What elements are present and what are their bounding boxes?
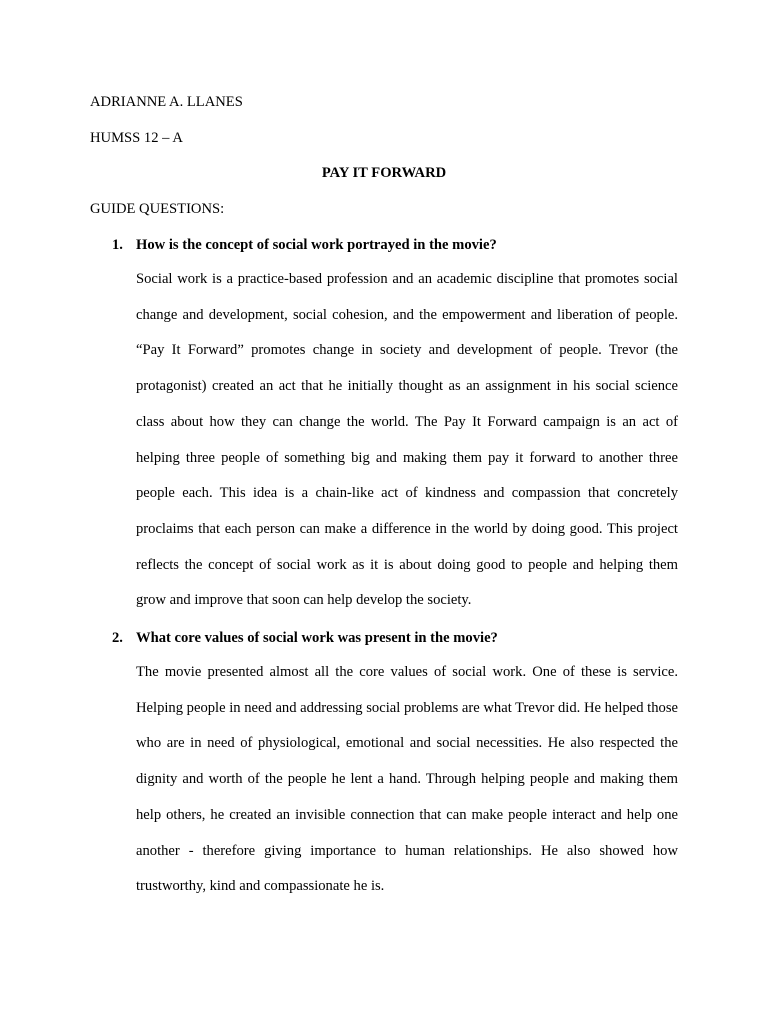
question-2-number: 2. bbox=[112, 630, 123, 646]
guide-questions-label: GUIDE QUESTIONS: bbox=[90, 201, 225, 217]
student-name: ADRIANNE A. LLANES bbox=[90, 94, 243, 110]
question-1-number: 1. bbox=[112, 237, 123, 253]
document-title: PAY IT FORWARD bbox=[321, 165, 447, 181]
answer-1-paragraph: Social work is a practice-based profession and an academic discipline that promotes social change and development, social cohesion, and the empowerment and liberation of people. “Pay It Forward” promotes change in society and development of people. Trevor (the protagonist) created an act that he initially thought as an assignment in his social science class about how they can change the world. The Pay It Forward campaign is an act of helping three people of something big and making them pay it forward to another three people each. This idea is a chain-like act of kindness and compassion that concretely proclaims that each person can make a difference in the world by doing good. This project reflects the concept of social work as it is about doing good to people and helping them grow and improve that soon can help develop the society. bbox=[136, 271, 678, 609]
question-2-text: What core values of social work was present in the movie? bbox=[136, 630, 498, 646]
question-1-text: How is the concept of social work portrayed in the movie? bbox=[136, 237, 497, 253]
class-section: HUMSS 12 – A bbox=[90, 130, 183, 146]
answer-2-paragraph: The movie presented almost all the core values of social work. One of these is service. Helping people in need and addressing social problems are what Trevor did. He helped those who are in need of physiological, emotional and social necessities. He also respected the dignity and worth of the people he lent a hand. Through helping people and making them help others, he created an invisible connection that can make people interact and help one another - therefore giving importance to human relationships. He also showed how trustworthy, kind and compassionate he is. bbox=[136, 664, 678, 895]
